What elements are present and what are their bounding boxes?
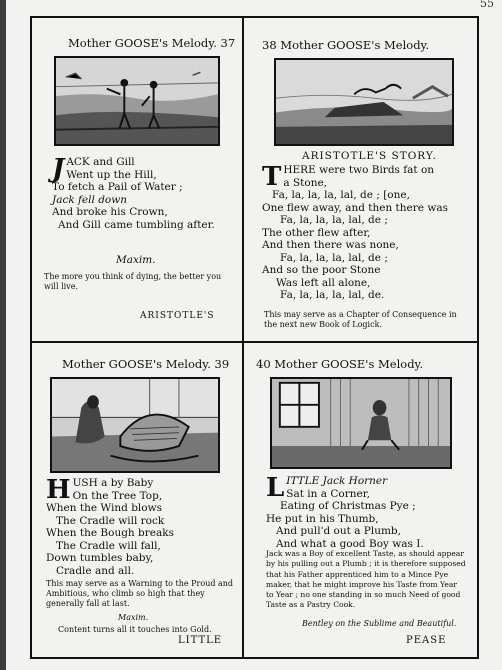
story-title: ARISTOTLE'S STORY.	[302, 150, 437, 162]
maxim-label: Maxim.	[118, 613, 149, 622]
drop-cap: T	[262, 162, 282, 192]
book-page	[6, 0, 502, 670]
poem-line: Down tumbles baby,	[46, 552, 154, 564]
poem-line: And broke his Crown,	[52, 206, 168, 218]
poem-line: Cradle and all.	[56, 564, 135, 577]
verse-line: The other flew after,	[262, 226, 371, 239]
drop-cap: J	[52, 154, 65, 184]
poem-line: USH a by Baby	[72, 477, 154, 489]
poem-line: When the Wind blows	[46, 502, 162, 514]
poem-line: And pull'd out a Plumb,	[276, 525, 401, 537]
maxim-text: The more you think of dying, the better you will live.	[44, 272, 222, 291]
catchword: LITTLE	[178, 635, 223, 646]
poem-line: On the Tree Top,	[72, 489, 163, 502]
woodcut-cradle	[50, 377, 220, 473]
story-note: This may serve as a Chapter of Consequence in the next new Book of Logick.	[264, 310, 457, 329]
verse-line: Was left all alone,	[276, 276, 371, 289]
story-verse	[262, 164, 448, 302]
verse-line: Fa, la, la, la, lal, de ;	[280, 214, 388, 226]
cell-header: 38 Mother GOOSE's Melody.	[262, 38, 430, 52]
warning-note: This may serve as a Warning to the Proud and Ambitious, who climb so high that they generally fall at last.	[46, 579, 234, 608]
cell-header: 40 Mother GOOSE's Melody.	[256, 357, 424, 371]
poem-line: And what a good Boy was I.	[276, 537, 424, 550]
drop-cap: H	[46, 475, 71, 505]
poem-line: When the Bough breaks	[46, 527, 174, 539]
poem-line: He put in his Thumb,	[266, 512, 379, 525]
poem-line: Eating of Christmas Pye ;	[280, 500, 416, 512]
poem-little-jack-horner	[266, 475, 424, 550]
cell-bottom-right	[244, 343, 477, 657]
woodcut-jack-horner	[270, 377, 452, 469]
cell-top-left	[32, 18, 242, 340]
poem-line: ACK and Gill	[66, 156, 135, 168]
verse-line: HERE were two Birds fat on	[283, 164, 435, 176]
poem-line: ITTLE Jack Horner	[286, 475, 388, 487]
attribution: Bentley on the Sublime and Beautiful.	[302, 619, 457, 628]
poem-line: Jack fell down	[52, 193, 127, 206]
jack-note: Jack was a Boy of excellent Taste, as should appear by his pulling out a Plumb ; it is therefore supposed that his Father apprenticed him to a Mince Pye maker, that he might improve his Taste from Year to Year ; no one standing in so much Need of good Taste as a Pastry Cook.	[266, 549, 466, 610]
verse-line: a Stone,	[283, 176, 328, 189]
cell-header: Mother GOOSE's Melody. 39	[62, 357, 230, 371]
woodcut-jack-and-gill	[54, 56, 220, 146]
catchword: PEASE	[406, 635, 447, 646]
catchword: ARISTOTLE'S	[140, 311, 215, 321]
verse-line: Fa, la, la, la, lal, de.	[280, 289, 385, 301]
verse-line: Fa, la, la, la, lal, de ; [one,	[272, 189, 410, 201]
cell-header: Mother GOOSE's Melody. 37	[68, 36, 236, 50]
verse-line: And then there was none,	[262, 239, 399, 251]
poem-line: Went up the Hill,	[66, 168, 157, 181]
maxim-text: Content turns all it touches into Gold.	[58, 625, 212, 634]
poem-line: To fetch a Pail of Water ;	[52, 181, 183, 193]
verse-line: One flew away, and then there was	[262, 201, 448, 214]
poem-jack-and-gill	[52, 156, 215, 231]
poem-line: Sat in a Corner,	[286, 487, 370, 500]
cell-top-right	[244, 18, 477, 340]
woodcut-two-birds	[274, 58, 454, 146]
verse-line: And so the poor Stone	[262, 264, 381, 276]
drop-cap: L	[266, 473, 285, 503]
maxim-label: Maxim.	[116, 254, 156, 266]
poem-line: The Cradle will fall,	[56, 539, 161, 552]
poem-line: The Cradle will rock	[56, 514, 165, 527]
page-number: 55	[480, 0, 494, 10]
poem-line: And Gill came tumbling after.	[58, 218, 215, 231]
poem-hush-a-by	[46, 477, 174, 577]
verse-line: Fa, la, la, la, lal, de ;	[280, 251, 388, 264]
cell-bottom-left	[32, 343, 242, 657]
